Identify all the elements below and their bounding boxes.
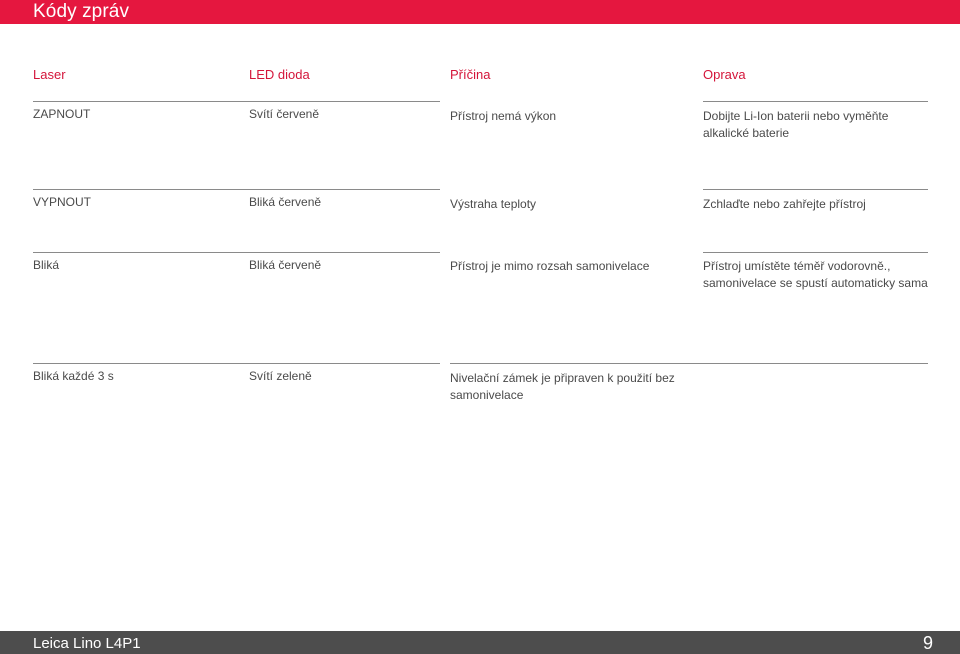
table-cell-fix: Dobijte Li-Ion baterii nebo vyměňte alkalické baterie <box>703 109 889 140</box>
table-cell-cause: Přístroj nemá výkon <box>450 109 557 123</box>
table-cell-laser: VYPNOUT <box>33 195 92 209</box>
table-cell-laser: ZAPNOUT <box>33 107 91 121</box>
table-cell-led: Bliká červeně <box>249 195 322 209</box>
column-header-laser: Laser <box>33 67 66 82</box>
page-number: 9 <box>922 633 933 653</box>
table-cell-led: Svítí červeně <box>249 107 320 121</box>
row-divider <box>703 252 928 253</box>
row-divider <box>33 189 440 190</box>
footer-bar <box>0 631 960 654</box>
table-cell-cause: Nivelační zámek je připraven k použití bez samonivelace <box>450 371 675 402</box>
product-name: Leica Lino L4P1 <box>33 635 141 652</box>
page-title: Kódy zpráv <box>33 1 130 22</box>
row-divider <box>33 101 440 102</box>
column-header-led: LED dioda <box>249 67 310 82</box>
row-divider <box>703 189 928 190</box>
row-divider <box>703 101 928 102</box>
table-cell-fix: Přístroj umístěte téměř vodorovně., samonivelace se spustí automaticky sama <box>703 259 928 290</box>
table-cell-led: Bliká červeně <box>249 258 322 272</box>
title-bar <box>0 0 960 24</box>
table-cell-led: Svítí zeleně <box>249 369 312 383</box>
row-divider <box>33 252 440 253</box>
table-cell-fix: Zchlaďte nebo zahřejte přístroj <box>703 197 866 211</box>
table-cell-laser: Bliká každé 3 s <box>33 369 114 383</box>
row-divider <box>33 363 440 364</box>
table-cell-cause: Výstraha teploty <box>450 197 537 211</box>
column-header-cause: Příčina <box>450 67 491 82</box>
table-cell-laser: Bliká <box>33 258 60 272</box>
column-header-fix: Oprava <box>703 67 746 82</box>
row-divider <box>450 363 928 364</box>
table-cell-cause: Přístroj je mimo rozsah samonivelace <box>450 259 650 273</box>
